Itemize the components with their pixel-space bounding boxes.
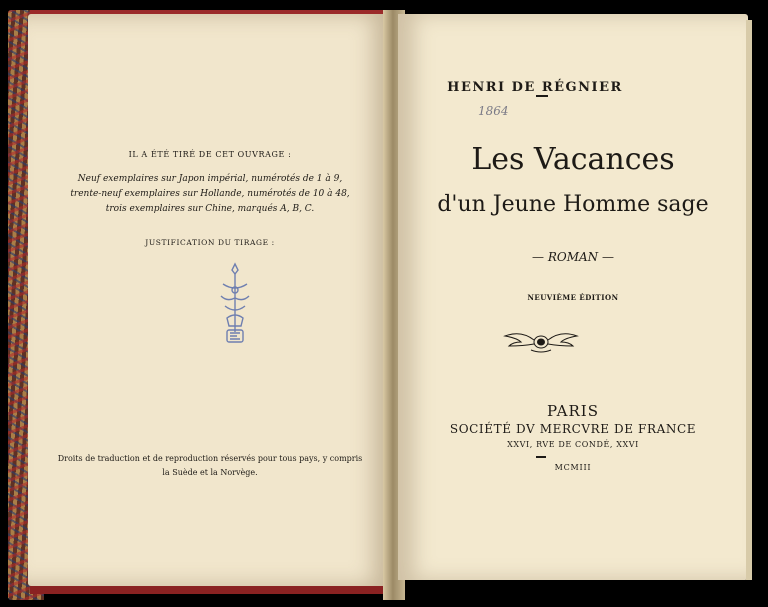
title-rule [536, 95, 548, 97]
handwritten-note: 1864 [478, 104, 509, 118]
edition-line: trente-neuf exemplaires sur Hollande, numérotés de 10 à 48, [70, 189, 350, 199]
publication-city: PARIS [546, 402, 600, 420]
winged-emblem-icon [503, 328, 579, 354]
year-rule [536, 456, 546, 458]
publication-year: MCMIII [554, 463, 592, 472]
publisher-name: SOCIÉTÉ DV MERCVRE DE FRANCE [449, 422, 697, 436]
publisher-address: XXVI, RVE DE CONDÉ, XXVI [507, 440, 639, 449]
edition-line: Neuf exemplaires sur Japon impérial, numérotés de 1 à 9, [77, 174, 343, 184]
genre-label: — ROMAN — [532, 250, 614, 264]
rights-line: la Suède et la Norvège. [162, 468, 258, 477]
book-title: Les Vacances [471, 142, 675, 177]
rights-notice [40, 452, 380, 480]
left-page [28, 14, 392, 586]
print-run-heading: IL A ÉTÉ TIRÉ DE CET OUVRAGE : [128, 150, 292, 159]
edition-line: trois exemplaires sur Chine, marqués A, B, C. [105, 204, 315, 214]
library-stamp-icon [215, 262, 255, 348]
book-subtitle: d'un Jeune Homme sage [437, 192, 709, 217]
print-run-details [40, 172, 380, 217]
rights-line: Droits de traduction et de reproduction réservés pour tous pays, y compris [57, 454, 363, 463]
justification-heading: JUSTIFICATION DU TIRAGE : [145, 238, 275, 247]
author-name: HENRI DE RÉGNIER [447, 80, 623, 95]
edition-label: NEUVIÈME ÉDITION [527, 293, 619, 302]
page-edges [746, 20, 752, 580]
